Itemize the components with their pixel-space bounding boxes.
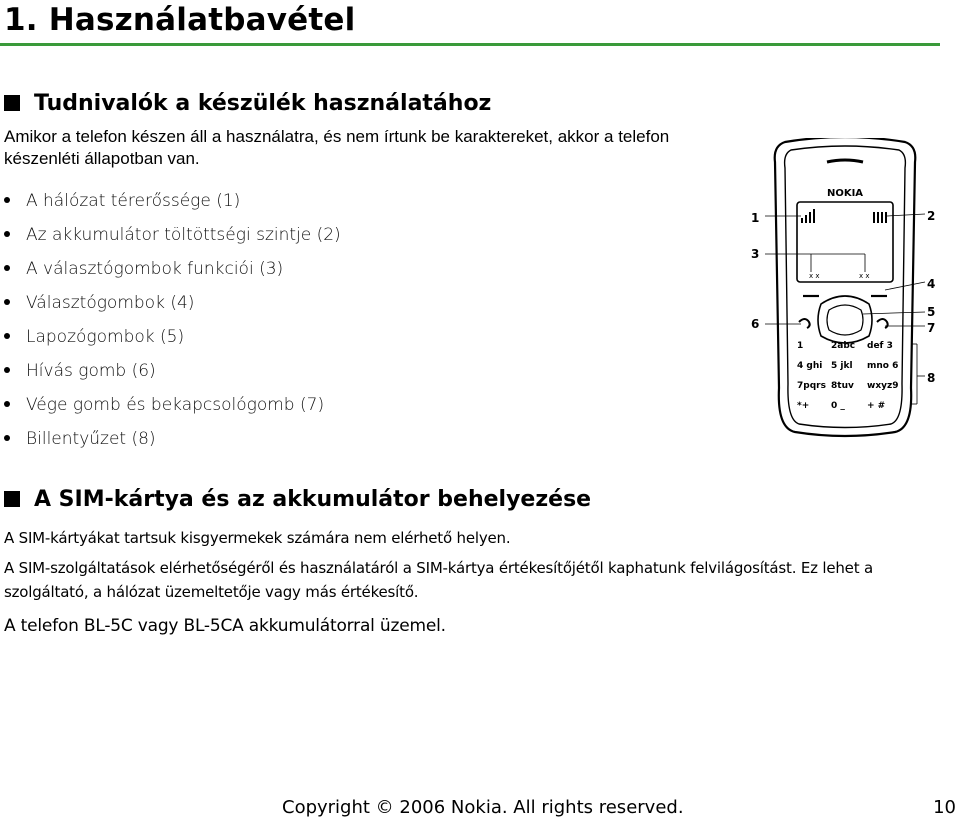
bullet-icon [4, 265, 10, 271]
key-hash: + # [867, 401, 886, 411]
svg-text:6: 6 [751, 317, 760, 331]
bullet-icon [4, 367, 10, 373]
end-key-icon [877, 319, 888, 328]
bullet-icon [4, 401, 10, 407]
svg-text:2: 2 [927, 209, 936, 223]
key-2: 2abc [831, 341, 856, 351]
svg-text:x x: x x [809, 272, 820, 280]
signal-bars-icon [801, 209, 815, 223]
page-footer [0, 795, 960, 821]
list-item: A hálózat térerőssége (1) [4, 186, 341, 220]
chapter-title: 1. Használatbavétel [4, 2, 356, 38]
svg-text:4: 4 [927, 277, 936, 291]
svg-text:x x: x x [859, 272, 870, 280]
battery-bars-icon [873, 212, 887, 223]
key-0: 0 _ [831, 401, 845, 411]
keypad [797, 341, 899, 411]
sim-services-paragraph: A SIM-szolgáltatások elérhetőségéről és használatáról a SIM-kártya értékesítőjétől kaphatunk felvilágosítást. Ez lehet a [4, 559, 873, 577]
bullet-icon [4, 333, 10, 339]
nokia-logo: NOKIA [826, 188, 864, 199]
list-item: Billentyűzet (8) [4, 424, 341, 458]
sim-services-paragraph-cont: szolgáltató, a hálózat üzemeltetője vagy más értékesítő. [4, 583, 419, 601]
svg-text:8: 8 [927, 371, 936, 385]
phone-diagram [745, 138, 945, 438]
svg-text:7: 7 [927, 321, 936, 335]
square-bullet-icon [4, 491, 20, 507]
feature-list [4, 186, 341, 458]
bullet-icon [4, 435, 10, 441]
bullet-icon [4, 299, 10, 305]
list-item: Lapozógombok (5) [4, 322, 341, 356]
key-6: mno 6 [867, 361, 899, 371]
section-heading-text: Tudnivalók a készülék használatához [34, 91, 492, 116]
copyright-text: Copyright © 2006 Nokia. All rights reserved. [282, 797, 684, 818]
softkey-labels [809, 272, 870, 280]
key-7: 7pqrs [797, 381, 826, 391]
list-item: Választógombok (4) [4, 288, 341, 322]
list-item: Hívás gomb (6) [4, 356, 341, 390]
key-1: 1 [797, 341, 804, 351]
bullet-icon [4, 231, 10, 237]
svg-text:3: 3 [751, 247, 760, 261]
key-5: 5 jkl [831, 361, 853, 371]
intro-paragraph: Amikor a telefon készen áll a használatra, és nem írtunk be karaktereket, akkor a telefon készenléti állapotban van. [4, 127, 670, 168]
section-heading-sim [4, 486, 591, 514]
key-8: 8tuv [831, 381, 854, 391]
bullet-icon [4, 197, 10, 203]
call-key-icon [799, 319, 810, 328]
svg-text:1: 1 [751, 211, 760, 225]
key-star: *+ [797, 401, 810, 411]
key-4: 4 ghi [797, 361, 823, 371]
key-3: def 3 [867, 341, 893, 351]
chapter-rule [0, 43, 940, 46]
svg-text:5: 5 [927, 305, 936, 319]
section-heading-text: A SIM-kártya és az akkumulátor behelyezése [34, 487, 592, 512]
page-number: 10 [933, 797, 956, 818]
key-9: wxyz9 [867, 381, 899, 391]
square-bullet-icon [4, 95, 20, 111]
list-item: Vége gomb és bekapcsológomb (7) [4, 390, 341, 424]
list-item: Az akkumulátor töltöttségi szintje (2) [4, 220, 341, 254]
battery-paragraph: A telefon BL-5C vagy BL-5CA akkumulátorral üzemel. [4, 616, 446, 636]
list-item: A választógombok funkciói (3) [4, 254, 341, 288]
sim-warning-paragraph: A SIM-kártyákat tartsuk kisgyermekek számára nem elérhető helyen. [4, 529, 511, 547]
section-heading-usage [4, 90, 491, 118]
